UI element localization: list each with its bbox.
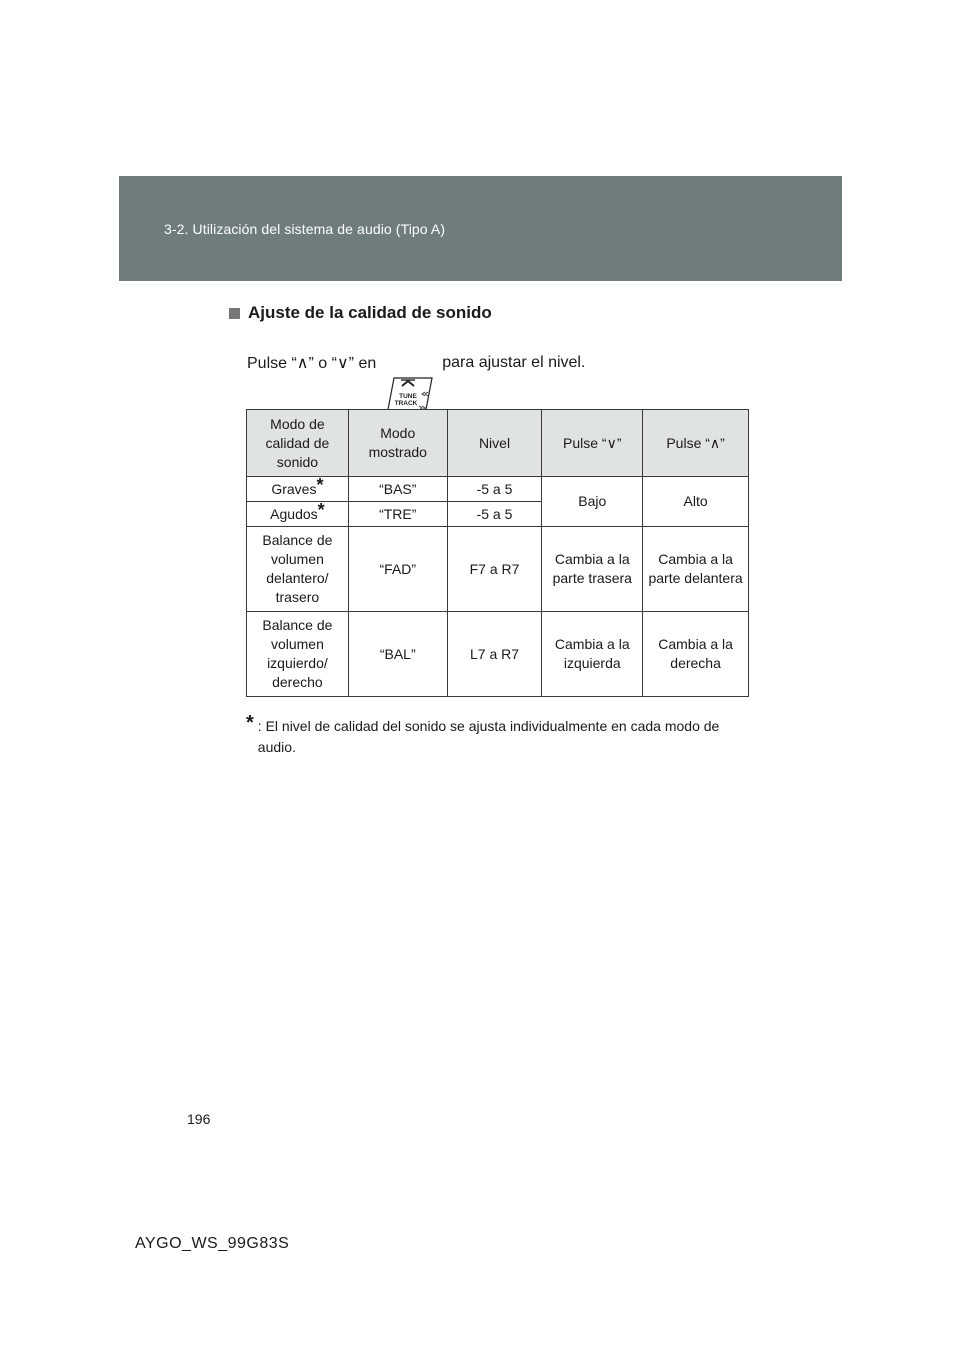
cell-level: -5 a 5 (447, 502, 542, 527)
tune-label: TUNE (399, 393, 418, 400)
header-mode: Modo de calidad de sonido (247, 410, 349, 477)
subheading-text: Ajuste de la calidad de sonido (248, 303, 492, 322)
footnote-marker: * (246, 712, 254, 734)
page-number: 196 (187, 1111, 211, 1127)
instruction-after: para ajustar el nivel. (442, 354, 586, 371)
cell-up: Alto (643, 477, 749, 527)
square-bullet-icon (229, 308, 240, 319)
section-label: 3-2. Utilización del sistema de audio (Tipo A) (164, 221, 446, 237)
cell-down: Cambia a la izquierda (542, 612, 643, 697)
instruction-before: Pulse “∧” o “∨” en (247, 355, 377, 372)
doc-code: AYGO_WS_99G83S (135, 1235, 290, 1252)
header-shown: Modo mostrado (348, 410, 447, 477)
cell-level: L7 a R7 (447, 612, 542, 697)
cell-mode: Balance de volumen delantero/ trasero (247, 527, 349, 612)
cell-shown: “TRE” (348, 502, 447, 527)
header-up: Pulse “∧” (643, 410, 749, 477)
cell-mode: Graves* (247, 477, 349, 502)
cell-level: F7 a R7 (447, 527, 542, 612)
cell-shown: “BAS” (348, 477, 447, 502)
cell-down: Bajo (542, 477, 643, 527)
tune-track-button-icon (380, 340, 436, 407)
star-marker: * (316, 474, 324, 495)
cell-down: Cambia a la parte trasera (542, 527, 643, 612)
instruction (247, 340, 586, 407)
cell-mode: Balance de volumen izquierdo/ derecho (247, 612, 349, 697)
star-marker: * (317, 499, 325, 520)
track-label: TRACK (394, 400, 418, 407)
cell-shown: “FAD” (348, 527, 447, 612)
cell-level: -5 a 5 (447, 477, 542, 502)
table-row (247, 612, 749, 697)
footnote-text: : El nivel de calidad del sonido se ajusta individualmente en cada modo de audio. (257, 718, 720, 755)
table-row (247, 477, 749, 502)
cell-up: Cambia a la derecha (643, 612, 749, 697)
table-header-row (247, 410, 749, 477)
sound-quality-table (246, 409, 749, 697)
header-level: Nivel (447, 410, 542, 477)
cell-mode: Agudos* (247, 502, 349, 527)
cell-up: Cambia a la parte delantera (643, 527, 749, 612)
cell-shown: “BAL” (348, 612, 447, 697)
table-row (247, 527, 749, 612)
header-down: Pulse “∨” (542, 410, 643, 477)
footnote (246, 712, 756, 758)
subheading (229, 303, 492, 323)
